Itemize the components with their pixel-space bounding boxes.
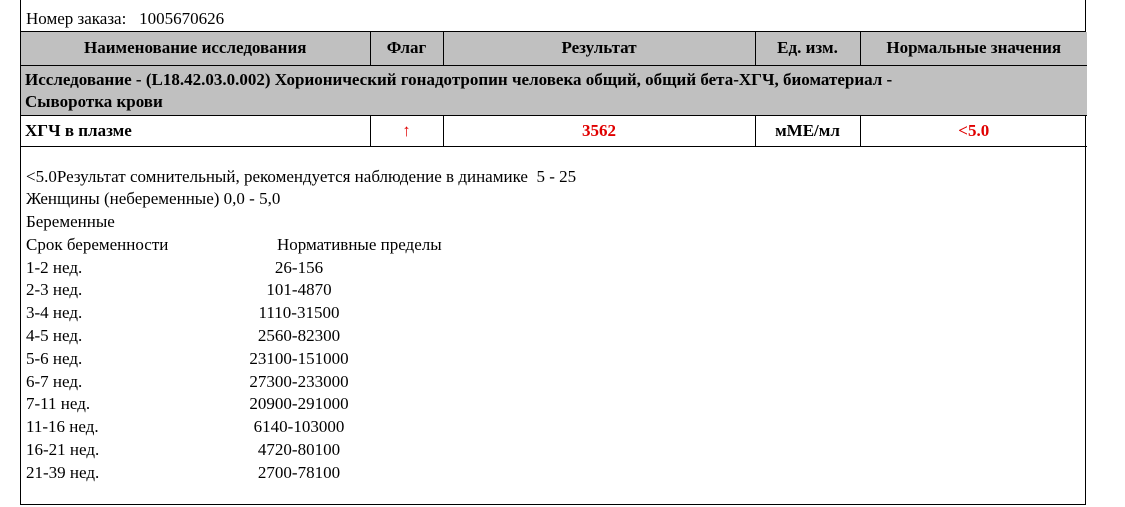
list-item bbox=[26, 279, 1085, 302]
gestation-term: 1-2 нед. bbox=[26, 257, 83, 277]
list-item bbox=[26, 257, 1085, 280]
list-item bbox=[26, 302, 1085, 325]
reference-range: 4720-80100 bbox=[257, 440, 341, 460]
study-title-line2: Сыворотка крови bbox=[25, 91, 163, 111]
gestation-term: 4-5 нед. bbox=[26, 326, 83, 346]
list-item bbox=[26, 348, 1085, 371]
analyte-norm: <5.0 bbox=[860, 115, 1087, 146]
analyte-result: 3562 bbox=[443, 115, 755, 146]
reference-notes bbox=[21, 147, 1085, 485]
list-item bbox=[26, 325, 1085, 348]
col-range-header: Нормативные пределы bbox=[277, 234, 442, 254]
lab-report bbox=[20, 0, 1086, 505]
reference-range: 26-156 bbox=[274, 257, 324, 277]
list-item bbox=[26, 416, 1085, 439]
table-row bbox=[21, 115, 1087, 146]
note-pregnant-heading: Беременные bbox=[26, 212, 115, 232]
analyte-unit: мМЕ/мл bbox=[755, 115, 860, 146]
list-item bbox=[26, 371, 1085, 394]
reference-rows bbox=[26, 257, 1085, 485]
table-header-row bbox=[21, 32, 1087, 65]
reference-range: 2700-78100 bbox=[257, 462, 341, 482]
gestation-term: 7-11 нед. bbox=[26, 394, 91, 414]
header-study-name: Наименование исследования bbox=[21, 32, 370, 65]
order-number[interactable]: 1005670626 bbox=[139, 9, 225, 28]
col-term-header: Срок беременности bbox=[26, 234, 169, 254]
reference-range: 23100-151000 bbox=[249, 348, 349, 368]
gestation-term: 21-39 нед. bbox=[26, 462, 100, 482]
reference-table-header bbox=[26, 234, 1085, 257]
reference-range: 1110-31500 bbox=[258, 303, 340, 323]
study-row bbox=[21, 65, 1087, 115]
gestation-term: 3-4 нед. bbox=[26, 303, 83, 323]
study-title bbox=[21, 65, 1087, 115]
header-flag: Флаг bbox=[370, 32, 443, 65]
order-number-line bbox=[21, 0, 1085, 32]
note-nonpregnant: Женщины (небеременные) 0,0 - 5,0 bbox=[26, 189, 281, 209]
gestation-term: 2-3 нед. bbox=[26, 280, 83, 300]
reference-range: 6140-103000 bbox=[253, 417, 345, 437]
analyte-name: ХГЧ в плазме bbox=[21, 115, 370, 146]
list-item bbox=[26, 393, 1085, 416]
results-table bbox=[21, 32, 1087, 147]
study-title-line1: Исследование - (L18.42.03.0.002) Хорионический гонадотропин человека общий, общий бета-ХГЧ, биоматериал - bbox=[25, 69, 893, 89]
reference-range: 27300-233000 bbox=[249, 371, 349, 391]
gestation-term: 6-7 нед. bbox=[26, 371, 83, 391]
reference-range: 20900-291000 bbox=[249, 394, 349, 414]
gestation-term: 5-6 нед. bbox=[26, 348, 83, 368]
gestation-term: 11-16 нед. bbox=[26, 417, 99, 437]
list-item bbox=[26, 439, 1085, 462]
gestation-term: 16-21 нед. bbox=[26, 440, 100, 460]
reference-range: 101-4870 bbox=[266, 280, 332, 300]
list-item bbox=[26, 462, 1085, 485]
reference-range: 2560-82300 bbox=[257, 326, 341, 346]
order-label: Номер заказа: bbox=[26, 9, 127, 28]
header-result: Результат bbox=[443, 32, 755, 65]
header-normal-values: Нормальные значения bbox=[860, 32, 1087, 65]
flag-up-arrow-icon: ↑ bbox=[370, 115, 443, 146]
header-unit: Ед. изм. bbox=[755, 32, 860, 65]
note-doubtful: <5.0Результат сомнительный, рекомендуется наблюдение в динамике 5 - 25 bbox=[26, 166, 577, 186]
